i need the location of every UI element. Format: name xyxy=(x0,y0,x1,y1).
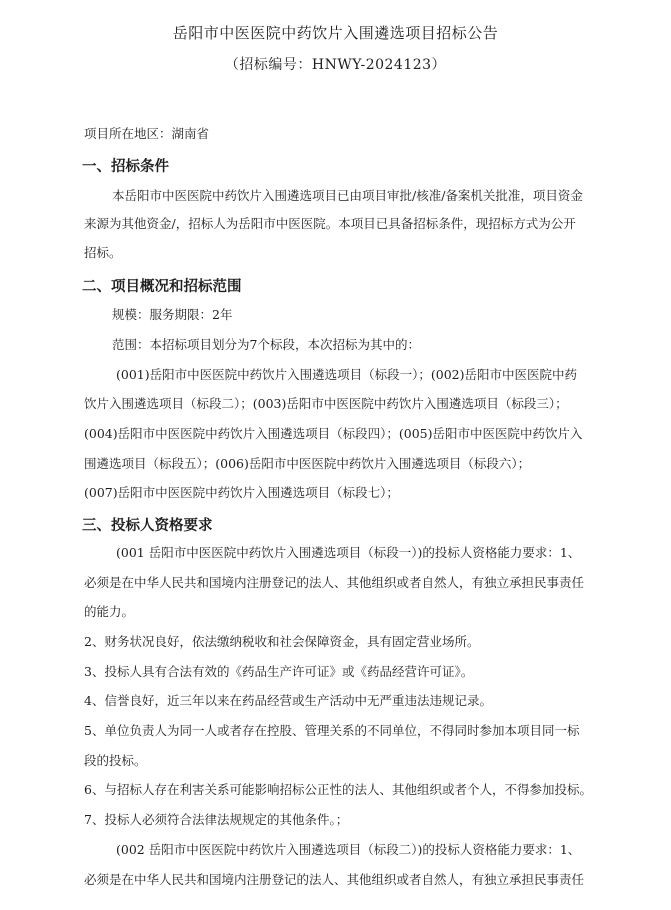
paragraph-line: 必须是在中华人民共和国境内注册登记的法人、其他组织或者自然人，有独立承担民事责任 xyxy=(84,575,585,590)
scope-line: 范围：本招标项目划分为7个标段，本次招标为其中的： xyxy=(112,337,420,352)
paragraph-line: 必须是在中华人民共和国境内注册登记的法人、其他组织或者自然人，有独立承担民事责任 xyxy=(84,872,585,887)
paragraph-line: 3、投标人具有合法有效的《药品生产许可证》或《药品经营许可证》。 xyxy=(84,664,474,679)
scale-line: 规模：服务期限：2年 xyxy=(112,307,233,322)
section-heading-2: 二、项目概况和招标范围 xyxy=(82,279,242,295)
page-title: 岳阳市中医医院中药饮片入围遴选项目招标公告 xyxy=(172,24,499,42)
tender-number: （招标编号：HNWY-2024123） xyxy=(224,57,447,73)
paragraph-line: 7、投标人必须符合法律法规规定的其他条件。； xyxy=(84,812,349,827)
paragraph-line: 饮片入围遴选项目（标段二）；(003)岳阳市中医医院中药饮片入围遴选项目（标段三）； xyxy=(84,396,568,411)
paragraph-line: 5、单位负责人为同一人或者存在控股、管理关系的不同单位，不得同时参加本项目同一标 xyxy=(84,723,580,738)
paragraph-line: 6、与招标人存在利害关系可能影响招标公正性的法人、其他组织或者个人，不得参加投标。 xyxy=(84,782,592,797)
project-region: 项目所在地区：湖南省 xyxy=(84,126,210,141)
paragraph-line: 段的投标。 xyxy=(84,753,147,768)
section-heading-1: 一、招标条件 xyxy=(82,159,169,175)
paragraph-line: (001 岳阳市中医医院中药饮片入围遴选项目（标段一）)的投标人资格能力要求：1、 xyxy=(116,545,581,560)
paragraph-line: 围遴选项目（标段五）；(006)岳阳市中医医院中药饮片入围遴选项目（标段六）； xyxy=(84,456,531,471)
paragraph-line: 招标。 xyxy=(84,245,122,260)
section-heading-3: 三、投标人资格要求 xyxy=(82,518,213,534)
paragraph-line: 本岳阳市中医医院中药饮片入围遴选项目已由项目审批/核准/备案机关批准，项目资金 xyxy=(112,188,583,203)
paragraph-line: (001)岳阳市中医医院中药饮片入围遴选项目（标段一）；(002)岳阳市中医医院中药 xyxy=(116,367,577,382)
paragraph-line: (007)岳阳市中医医院中药饮片入围遴选项目（标段七）； xyxy=(84,485,399,500)
paragraph-line: 的能力。 xyxy=(84,604,135,619)
paragraph-line: 2、财务状况良好，依法缴纳税收和社会保障资金，具有固定营业场所。 xyxy=(84,634,480,649)
paragraph-line: 4、信誉良好，近三年以来在药品经营或生产活动中无严重违法违规记录。 xyxy=(84,693,492,708)
paragraph-line: 来源为其他资金/，招标人为岳阳市中医医院。本项目已具备招标条件，现招标方式为公开 xyxy=(84,216,576,231)
paragraph-line: (004)岳阳市中医医院中药饮片入围遴选项目（标段四）；(005)岳阳市中医医院中药饮片入 xyxy=(84,426,583,441)
paragraph-line: (002 岳阳市中医医院中药饮片入围遴选项目（标段二）)的投标人资格能力要求：1、 xyxy=(116,842,581,857)
